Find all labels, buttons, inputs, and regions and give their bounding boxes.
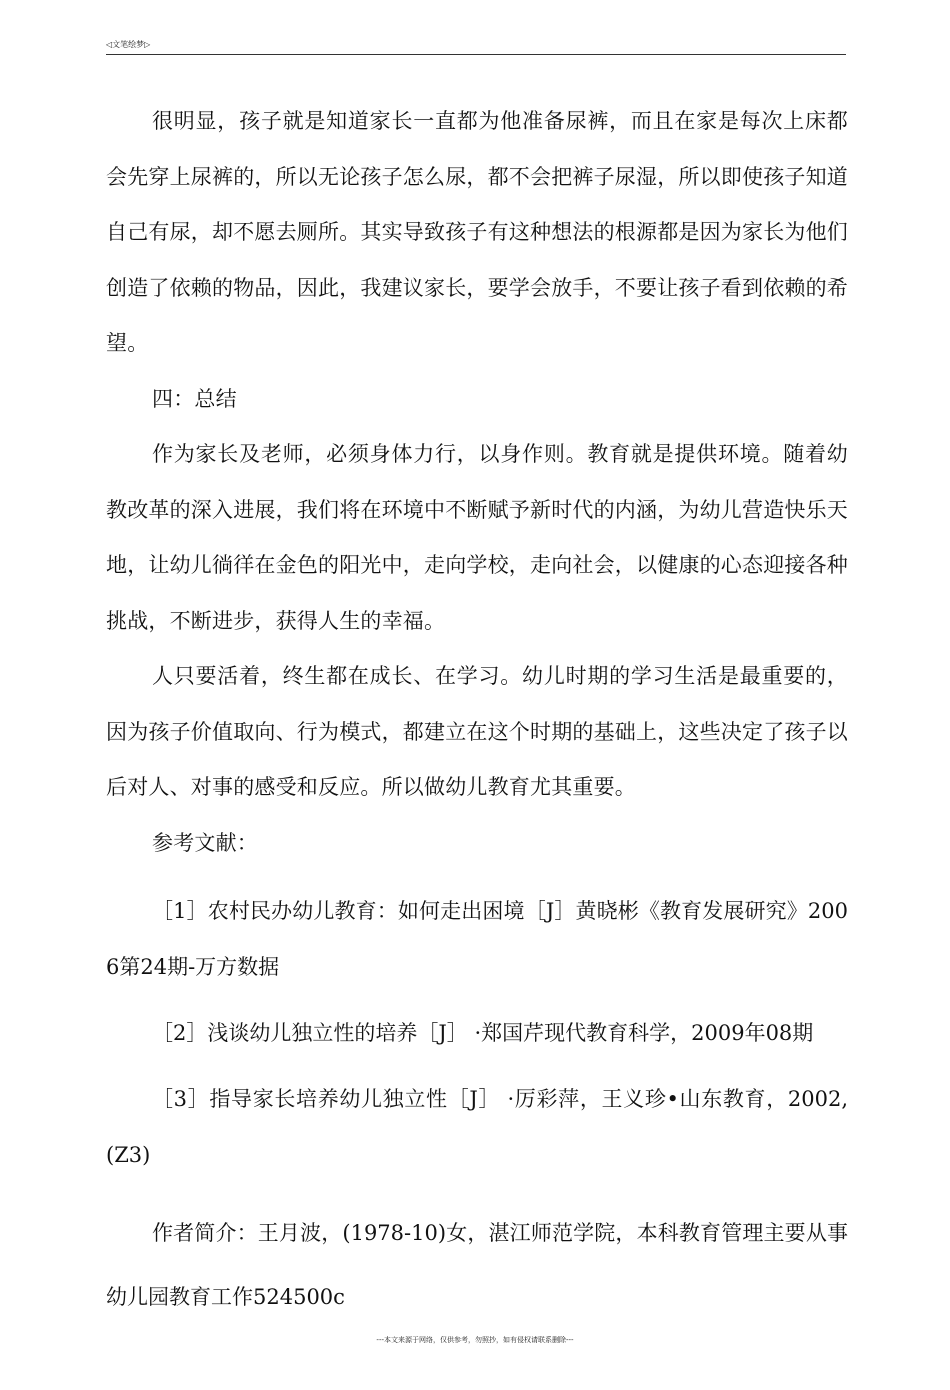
paragraph-diaper-dependence: 很明显，孩子就是知道家长一直都为他准备尿裤，而且在家是每次上床都会先穿上尿裤的，所以无论孩子怎么尿，都不会把裤子尿湿，所以即使孩子知道自己有尿，却不愿去厕所。其实导致孩子有这种想法的根源都是因为家长为他们创造了依赖的物品，因此，我建议家长，要学会放手，不要让孩子看到依赖的希望。: [106, 109, 848, 355]
document-body: [106, 94, 848, 1329]
author-bio: 作者简介：王月波，(1978-10)女，湛江师范学院，本科教育管理主要从事幼儿园教育工作524500c: [106, 1221, 848, 1309]
references-heading: 参考文献：: [152, 830, 258, 855]
page-footer: ---本文来源于网络，仅供参考，勿照抄，如有侵权请联系删除---: [376, 1336, 574, 1344]
reference-item-2: ［2］浅谈幼儿独立性的培养［J］ ·郑国芹现代教育科学，2009年08期: [152, 1021, 814, 1045]
reference-item-3: ［3］指导家长培养幼儿独立性［J］ ·厉彩萍，王义珍•山东教育，2002,(Z3): [106, 1087, 848, 1167]
header-title: ◁文笔绘梦▷: [106, 40, 151, 49]
section-heading-summary: 四：总结: [152, 386, 237, 411]
paragraph-lifelong-learning: 人只要活着，终生都在成长、在学习。幼儿时期的学习生活是最重要的，因为孩子价值取向、行为模式，都建立在这个时期的基础上，这些决定了孩子以后对人、对事的感受和反应。所以做幼儿教育尤其重要。: [106, 664, 848, 799]
page-header: [106, 40, 846, 55]
paragraph-summary-environment: 作为家长及老师，必须身体力行，以身作则。教育就是提供环境。随着幼教改革的深入进展，我们将在环境中不断赋予新时代的内涵，为幼儿营造快乐天地，让幼儿徜徉在金色的阳光中，走向学校，走向社会，以健康的心态迎接各种挑战，不断进步，获得人生的幸福。: [106, 442, 848, 633]
reference-item-1: ［1］农村民办幼儿教育：如何走出困境［J］黄晓彬《教育发展研究》2006第24期-万方数据: [106, 899, 848, 979]
